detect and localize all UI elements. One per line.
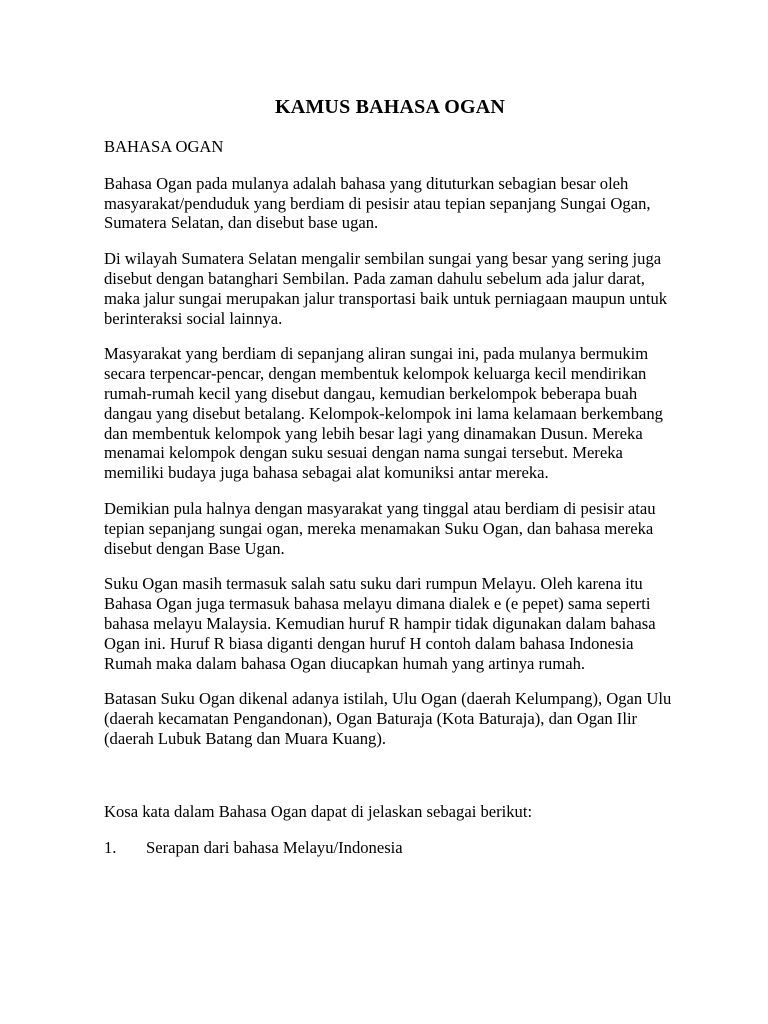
paragraph-settlement: Masyarakat yang berdiam di sepanjang aliran sungai ini, pada mulanya bermukim secara terpencar-pencar, dengan membentuk kelompok keluarga kecil mendirikan rumah-rumah kecil yang disebut dangau, kemudian berkelompok beberapa buah dangau yang disebut betalang. Kelompok-kelompok ini lama kelamaan berkembang dan membentuk kelompok yang lebih besar lagi yang dinamakan Dusun. Mereka menamai kelompok dengan suku sesuai dengan nama sungai tersebut. Mereka memiliki budaya juga bahasa sebagai alat komuniksi antar mereka. [104, 344, 663, 483]
paragraph-melayu: Suku Ogan masih termasuk salah satu suku dari rumpun Melayu. Oleh karena itu Bahasa Ogan juga termasuk bahasa melayu dimana dialek e (e pepet) sama seperti bahasa melayu Malaysia. Kemudian huruf R hampir tidak digunakan dalam bahasa Ogan ini. Huruf R biasa diganti dengan huruf H contoh dalam bahasa Indonesia Rumah maka dalam bahasa Ogan diucapkan humah yang artinya rumah. [104, 574, 656, 673]
list-item [104, 838, 676, 858]
document-page [104, 95, 676, 857]
list-item-text: Serapan dari bahasa Melayu/Indonesia [146, 837, 403, 857]
paragraph-suku-ogan: Demikian pula halnya dengan masyarakat yang tinggal atau berdiam di pesisir atau tepian sepanjang sungai ogan, mereka menamakan Suku Ogan, dan bahasa mereka disebut dengan Base Ugan. [104, 498, 656, 558]
section-heading: BAHASA OGAN [104, 137, 224, 156]
paragraph-rivers: Di wilayah Sumatera Selatan mengalir sembilan sungai yang besar yang sering juga disebut dengan batanghari Sembilan. Pada zaman dahulu sebelum ada jalur darat, maka jalur sungai merupakan jalur transportasi baik untuk perniagaan maupun untuk berinteraksi social lainnya. [104, 249, 668, 328]
paragraph-intro: Bahasa Ogan pada mulanya adalah bahasa yang dituturkan sebagian besar oleh masyarakat/penduduk yang berdiam di pesisir atau tepian sepanjang Sungai Ogan, Sumatera Selatan, dan disebut base ugan. [104, 173, 651, 233]
paragraph-kosa-kata: Kosa kata dalam Bahasa Ogan dapat di jelaskan sebagai berikut: [104, 801, 533, 821]
document-title: KAMUS BAHASA OGAN [274, 96, 506, 118]
list-item-number: 1. [104, 837, 117, 857]
paragraph-batasan: Batasan Suku Ogan dikenal adanya istilah, Ulu Ogan (daerah Kelumpang), Ogan Ulu (daerah kecamatan Pengandonan), Ogan Baturaja (Kota Baturaja), dan Ogan Ilir (daerah Lubuk Batang dan Muara Kuang). [104, 689, 672, 748]
